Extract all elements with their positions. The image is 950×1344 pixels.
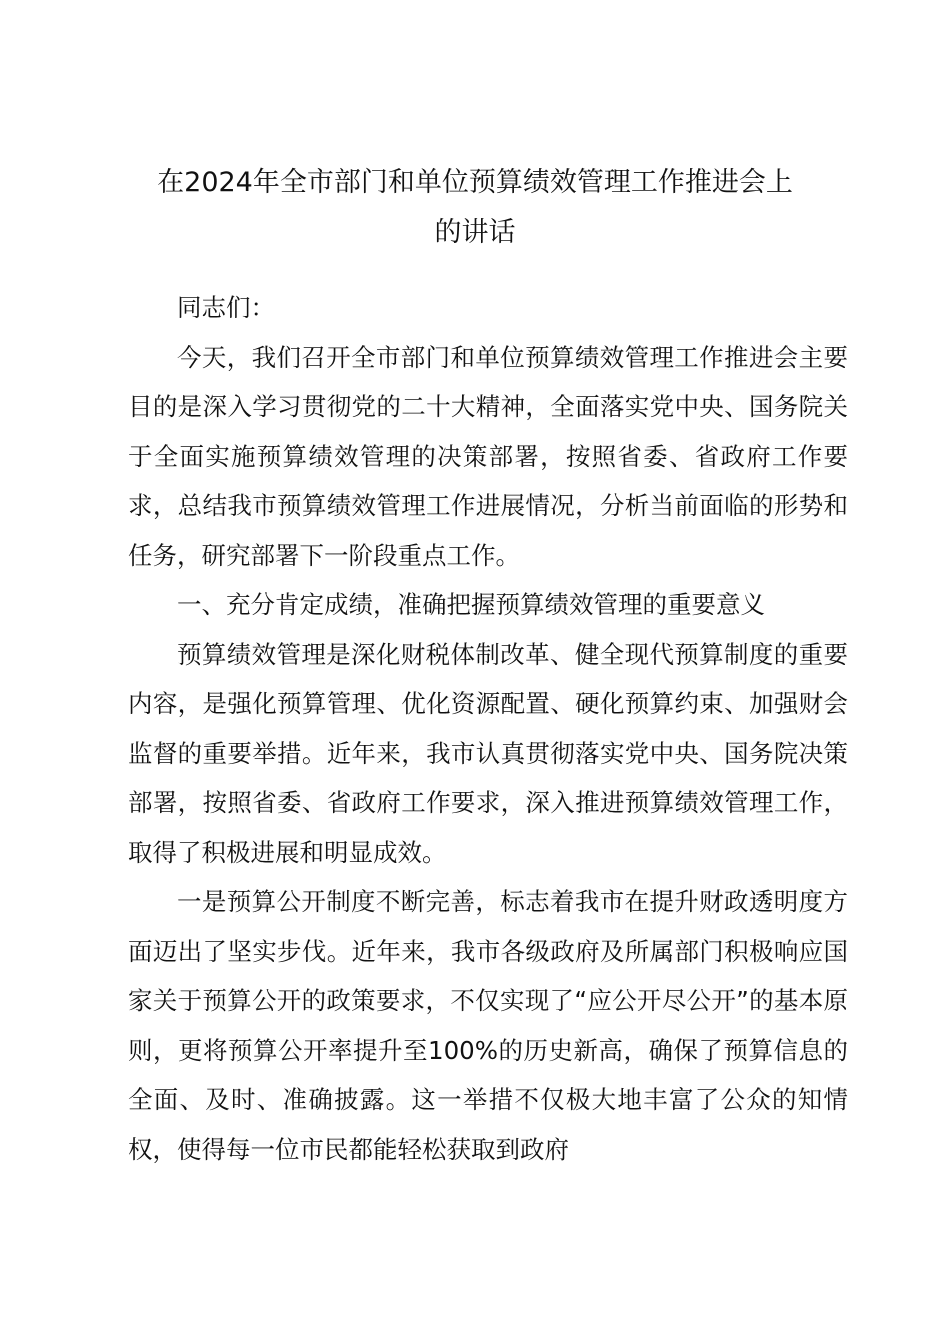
paragraph-point-1: 一是预算公开制度不断完善，标志着我市在提升财政透明度方面迈出了坚实步伐。近年来，我市各级政府及所属部门积极响应国家关于预算公开的政策要求，不仅实现了“应公开尽公开”的基本原则，更将预算公开率提升至100%的历史新高，确保了预算信息的全面、及时、准确披露。这一举措不仅极大地丰富了公众的知情权，使得每一位市民都能轻松获取到政府 bbox=[128, 887, 848, 1164]
document-title bbox=[110, 158, 840, 258]
section-heading-1: 一、充分肯定成绩，准确把握预算绩效管理的重要意义 bbox=[177, 590, 765, 619]
paragraph-significance: 预算绩效管理是深化财税体制改革、健全现代预算制度的重要内容，是强化预算管理、优化资源配置、硬化预算约束、加强财会监督的重要举措。近年来，我市认真贯彻落实党中央、国务院决策部署，按照省委、省政府工作要求，深入推进预算绩效管理工作，取得了积极进展和明显成效。 bbox=[128, 639, 848, 867]
title-line-2: 的讲话 bbox=[434, 217, 516, 248]
salutation: 同志们： bbox=[177, 293, 275, 322]
title-line-1: 在2024年全市部门和单位预算绩效管理工作推进会上 bbox=[157, 167, 793, 198]
paragraph-intro: 今天，我们召开全市部门和单位预算绩效管理工作推进会主要目的是深入学习贯彻党的二十大精神，全面落实党中央、国务院关于全面实施预算绩效管理的决策部署，按照省委、省政府工作要求，总结我市预算绩效管理工作进展情况，分析当前面临的形势和任务，研究部署下一阶段重点工作。 bbox=[128, 342, 848, 570]
document-body bbox=[128, 283, 848, 1174]
